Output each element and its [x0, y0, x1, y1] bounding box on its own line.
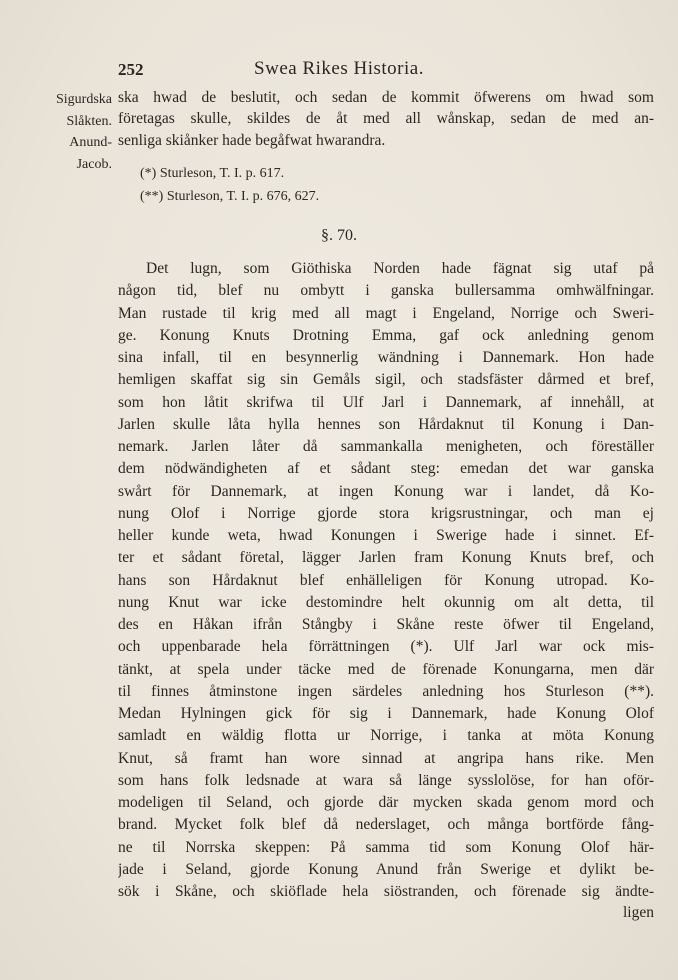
- text-line: senliga skiånker hade begåfwat hwarandra.: [118, 132, 386, 149]
- text-line: tänkt, at spela under täcke med de förenade Konungarna, men där: [118, 660, 654, 678]
- text-line: Det lugn, som Giöthiska Norden hade fägnat sig utaf på: [146, 260, 654, 277]
- text-line: hans son Hårdaknut blef enhälleligen för Konung utropad. Ko-: [118, 571, 654, 589]
- text-line: som hon låtit skrifwa til Ulf Jarl i Dannemark, af innehåll, at: [118, 393, 654, 411]
- text-line: någon tid, blef nu ombytt i ganska bullersamma omhwälfningar.: [118, 282, 654, 300]
- text-line: ne til Norrska skeppen: På samma tid som Konung Olof här-: [118, 838, 654, 856]
- text-line: hemligen skaffat sig sin Gemåls sigil, och stadsfäster dårmed et bref,: [118, 371, 654, 389]
- text-line: ge. Konung Knuts Drotning Emma, gaf ock anledning genom: [118, 326, 654, 344]
- text-line: sina infall, til en besynnerlig wändning i Dannemark. Hon hade: [118, 349, 654, 366]
- text-line: Medan Hylningen gick för sig i Dannemark, hade Konung Olof: [118, 705, 654, 722]
- text-line: nung Olof i Norrige gjorde stora krigsrustningar, och man ej: [118, 504, 654, 522]
- margin-note: [4, 89, 112, 175]
- text-line: samladt en wäldig flotta ur Norrige, i tanka at möta Konung: [118, 727, 654, 745]
- text-line: heller kunde weta, hwad Konungen i Swerige hade i sinnet. Ef-: [118, 527, 654, 544]
- text-line: jade i Seland, gjorde Konung Anund från Swerige et dylikt be-: [118, 860, 654, 878]
- text-line: nung Knut war icke destomindre helt okunnig om alt detta, til: [118, 593, 654, 611]
- text-line: som hans folk ledsnade at wara så länge sysslolöse, for han oför-: [118, 771, 654, 789]
- footnote: (*) Sturleson, T. I. p. 617.: [140, 166, 285, 181]
- section-heading: §. 70.: [321, 227, 357, 244]
- text-line: och uppenbarade hela förrättningen (*). Ulf Jarl war ock mis-: [118, 638, 654, 656]
- text-line: Knut, så framt han wore sinnad at angripa hans rike. Men: [118, 749, 654, 767]
- page-number: 252: [118, 60, 144, 79]
- text-line: des en Håkan ifrån Stångby i Skåne reste öfwer til Engeland,: [118, 616, 654, 633]
- catchword: ligen: [623, 904, 654, 921]
- footnote: (**) Sturleson, T. I. p. 676, 627.: [140, 189, 320, 204]
- text-line: ska hwad de beslutit, och sedan de kommit öfwerens om hwad som: [118, 89, 654, 106]
- text-line: företagas skulle, skildes de åt med all wånskap, sedan de med an-: [118, 110, 654, 127]
- margin-note-line: Slåkten.: [66, 113, 112, 129]
- text-line: brand. Mycket folk blef då nederslaget, och många bortförde fång-: [118, 816, 654, 834]
- margin-note-line: Jacob.: [76, 156, 112, 172]
- margin-note-line: Anund-: [69, 135, 112, 150]
- text-line: Jarlen skulle låta hylla hennes son Hårdaknut til Konung i Dan-: [118, 415, 654, 433]
- text-line: nemark. Jarlen låter då sammankalla menigheten, och föreställer: [118, 438, 654, 455]
- text-line: modeligen til Seland, och gjorde där mycken skada genom mord och: [118, 794, 654, 811]
- text-line: til finnes åtminstone ingen särdeles anledning hos Sturleson (**).: [118, 682, 654, 700]
- running-title: Swea Rikes Historia.: [254, 58, 424, 79]
- text-line: Man rustade til krig med all magt i Engeland, Norrige och Sweri-: [118, 304, 654, 322]
- text-line: ter et sådant företal, lägger Jarlen fram Konung Knuts bref, och: [118, 549, 654, 567]
- margin-note-line: Sigurdska: [56, 92, 112, 107]
- text-line: sök i Skåne, och skiöflade hela siöstranden, och förenade sig ändte-: [118, 883, 654, 900]
- text-line: swårt för Dannemark, at ingen Konung war i landet, då Ko-: [118, 482, 654, 500]
- text-line: dem nödwändigheten af et sådant steg: emedan det war ganska: [118, 460, 654, 478]
